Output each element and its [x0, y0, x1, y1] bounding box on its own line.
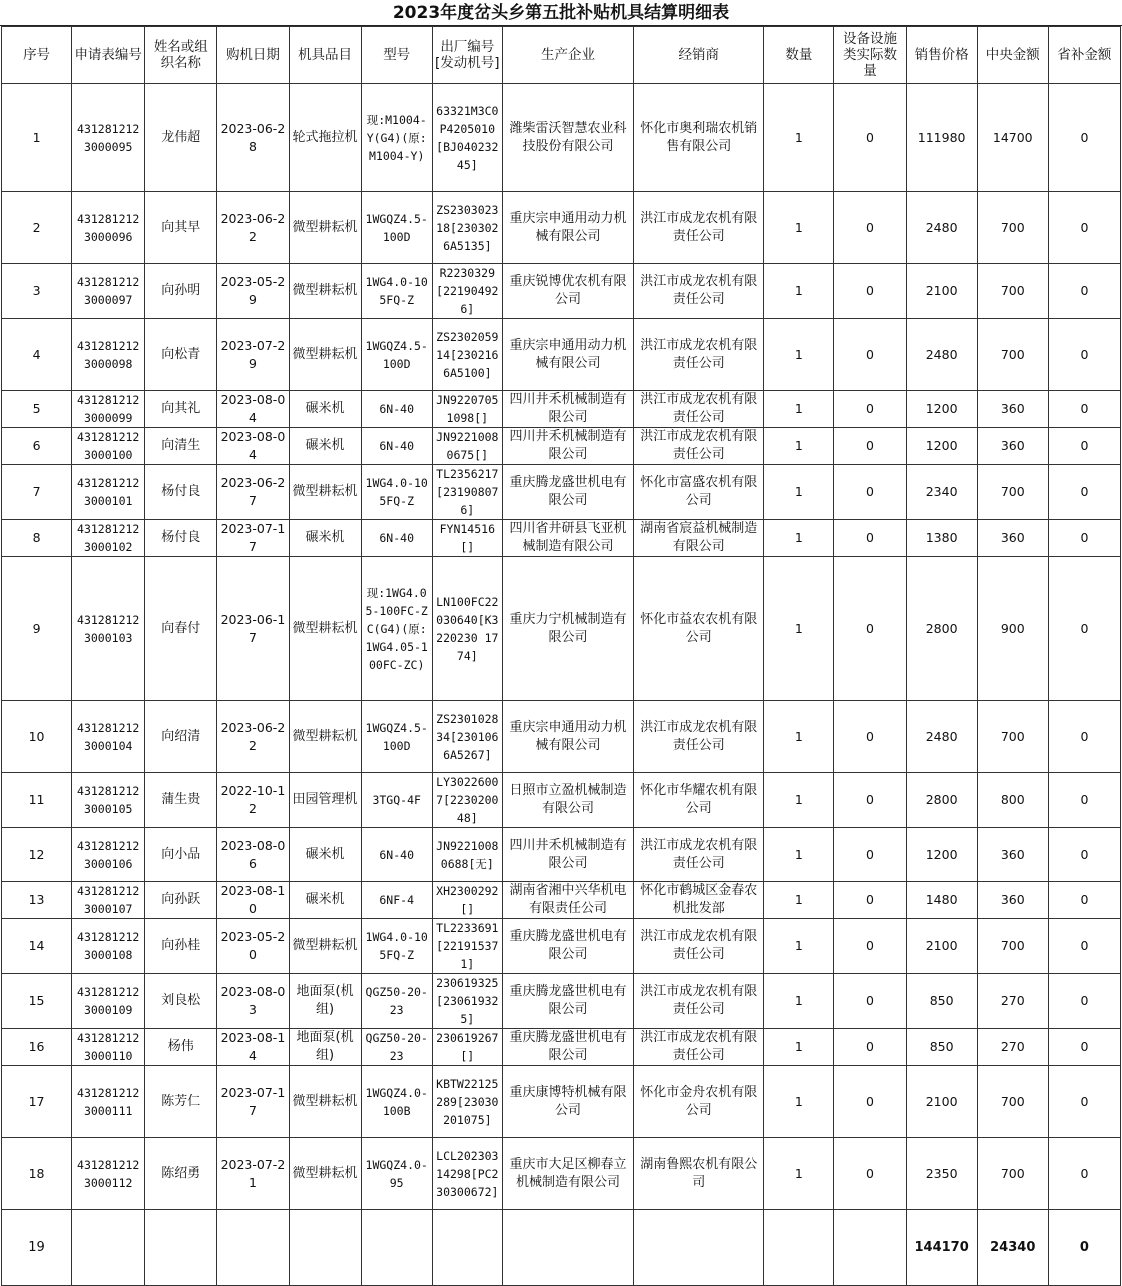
cell-serial: 230619267[] [432, 1029, 502, 1066]
cell-price: 2100 [906, 264, 977, 319]
header-serial: 出厂编号[发动机号] [432, 27, 502, 84]
cell-qty: 1 [764, 882, 834, 919]
cell-dealer: 湖南鲁熙农机有限公司 [634, 1138, 764, 1210]
table-row [2, 919, 1121, 974]
header-maker: 生产企业 [502, 27, 633, 84]
cell-serial: LY30226007[223020048] [432, 773, 502, 828]
cell-seq: 4 [2, 319, 72, 391]
cell-item: 田园管理机 [289, 773, 361, 828]
cell-serial: ZS230205914[2302166A5100] [432, 319, 502, 391]
table-row [2, 1138, 1121, 1210]
cell-central: 800 [977, 773, 1048, 828]
cell-province: 0 [1048, 773, 1120, 828]
table-row [2, 520, 1121, 557]
cell-facility: 0 [834, 1138, 906, 1210]
cell-price: 111980 [906, 84, 977, 192]
cell-serial: JN92210080688[无] [432, 828, 502, 882]
cell-central: 14700 [977, 84, 1048, 192]
cell-central: 700 [977, 701, 1048, 773]
cell-price: 850 [906, 1029, 977, 1066]
cell-appno: 4312812123000103 [72, 557, 145, 701]
cell-dealer: 怀化市华耀农机有限公司 [634, 773, 764, 828]
cell-province: 0 [1048, 428, 1120, 465]
cell-serial: FYN14516[] [432, 520, 502, 557]
cell-serial: ZS230102834[2301066A5267] [432, 701, 502, 773]
cell-seq: 6 [2, 428, 72, 465]
cell-seq: 18 [2, 1138, 72, 1210]
cell-date: 2023-06-17 [217, 557, 289, 701]
cell-dealer: 洪江市成龙农机有限责任公司 [634, 319, 764, 391]
page-title: 2023年度岔头乡第五批补贴机具结算明细表 [0, 0, 1122, 26]
header-appno: 申请表编号 [72, 27, 145, 84]
cell-facility: 0 [834, 192, 906, 264]
cell-serial: JN92207051098[] [432, 391, 502, 428]
cell-item: 微型耕耘机 [289, 701, 361, 773]
cell-item: 地面泵(机组) [289, 1029, 361, 1066]
cell-item: 碾米机 [289, 520, 361, 557]
cell-dealer: 洪江市成龙农机有限责任公司 [634, 828, 764, 882]
cell-model: QGZ50-20-23 [361, 1029, 432, 1066]
table-row [2, 192, 1121, 264]
cell-name: 杨伟 [145, 1029, 217, 1066]
cell-facility: 0 [834, 919, 906, 974]
cell-seq: 14 [2, 919, 72, 974]
total-central: 24340 [977, 1210, 1048, 1286]
cell-price: 2340 [906, 465, 977, 520]
cell-qty: 1 [764, 1029, 834, 1066]
cell-qty: 1 [764, 192, 834, 264]
cell-name: 杨付良 [145, 520, 217, 557]
table-row [2, 391, 1121, 428]
cell-date: 2023-08-14 [217, 1029, 289, 1066]
header-central: 中央金额 [977, 27, 1048, 84]
cell-appno: 4312812123000108 [72, 919, 145, 974]
cell-price: 1200 [906, 428, 977, 465]
cell-item: 轮式拖拉机 [289, 84, 361, 192]
cell-price: 2350 [906, 1138, 977, 1210]
cell-maker: 重庆宗申通用动力机械有限公司 [502, 192, 633, 264]
cell-item: 微型耕耘机 [289, 1138, 361, 1210]
cell-serial: R2230329[221904926] [432, 264, 502, 319]
cell-name: 向其礼 [145, 391, 217, 428]
cell-price: 1380 [906, 520, 977, 557]
table-row [2, 773, 1121, 828]
cell-maker: 湖南省湘中兴华机电有限责任公司 [502, 882, 633, 919]
cell-name: 陈芳仁 [145, 1066, 217, 1138]
total-price: 144170 [906, 1210, 977, 1286]
cell-qty: 1 [764, 84, 834, 192]
cell-model: 1WGQZ4.5-100D [361, 319, 432, 391]
cell-date: 2023-08-10 [217, 882, 289, 919]
cell-facility: 0 [834, 701, 906, 773]
table-row [2, 882, 1121, 919]
cell-serial: 230619325[230619325] [432, 974, 502, 1029]
cell-appno: 4312812123000110 [72, 1029, 145, 1066]
header-row [2, 27, 1121, 84]
cell-central: 360 [977, 428, 1048, 465]
cell-name: 龙伟超 [145, 84, 217, 192]
table-row [2, 557, 1121, 701]
cell-dealer: 怀化市奥利瑞农机销售有限公司 [634, 84, 764, 192]
cell-model: 6N-40 [361, 391, 432, 428]
cell-dealer: 怀化市益农农机有限公司 [634, 557, 764, 701]
cell-maker: 重庆腾龙盛世机电有限公司 [502, 919, 633, 974]
cell-central: 360 [977, 520, 1048, 557]
cell-model: 6N-40 [361, 520, 432, 557]
cell-item: 微型耕耘机 [289, 319, 361, 391]
cell-name: 向春付 [145, 557, 217, 701]
table-row [2, 1066, 1121, 1138]
cell-item: 碾米机 [289, 391, 361, 428]
cell-facility: 0 [834, 465, 906, 520]
cell-price: 1200 [906, 828, 977, 882]
cell-seq: 8 [2, 520, 72, 557]
cell-province: 0 [1048, 1066, 1120, 1138]
cell-appno: 4312812123000104 [72, 701, 145, 773]
cell-qty: 1 [764, 773, 834, 828]
cell-dealer: 怀化市鹤城区金春农机批发部 [634, 882, 764, 919]
cell-qty: 1 [764, 974, 834, 1029]
cell-seq: 15 [2, 974, 72, 1029]
cell-facility: 0 [834, 974, 906, 1029]
cell-appno: 4312812123000097 [72, 264, 145, 319]
cell-appno: 4312812123000101 [72, 465, 145, 520]
cell-maker: 四川井禾机械制造有限公司 [502, 391, 633, 428]
cell-province: 0 [1048, 701, 1120, 773]
cell-model: 1WGQZ4.5-100D [361, 192, 432, 264]
cell-date: 2023-07-29 [217, 319, 289, 391]
cell-seq: 3 [2, 264, 72, 319]
cell-appno: 4312812123000112 [72, 1138, 145, 1210]
cell-item: 微型耕耘机 [289, 264, 361, 319]
cell-appno: 4312812123000096 [72, 192, 145, 264]
cell-price: 2800 [906, 773, 977, 828]
cell-appno: 4312812123000100 [72, 428, 145, 465]
cell-price: 1480 [906, 882, 977, 919]
cell-seq: 7 [2, 465, 72, 520]
cell-price: 2100 [906, 1066, 977, 1138]
header-qty: 数量 [764, 27, 834, 84]
cell-dealer: 洪江市成龙农机有限责任公司 [634, 1029, 764, 1066]
cell-maker: 重庆锐博优农机有限公司 [502, 264, 633, 319]
cell-name: 向松青 [145, 319, 217, 391]
cell-serial: TL2356217[231908076] [432, 465, 502, 520]
header-price: 销售价格 [906, 27, 977, 84]
cell-date: 2023-06-27 [217, 465, 289, 520]
total-province: 0 [1048, 1210, 1120, 1286]
cell-date: 2023-06-28 [217, 84, 289, 192]
cell-facility: 0 [834, 882, 906, 919]
cell-appno: 4312812123000109 [72, 974, 145, 1029]
cell-province: 0 [1048, 828, 1120, 882]
cell-maker: 四川井禾机械制造有限公司 [502, 428, 633, 465]
cell-province: 0 [1048, 1029, 1120, 1066]
cell-province: 0 [1048, 882, 1120, 919]
cell-dealer: 洪江市成龙农机有限责任公司 [634, 391, 764, 428]
cell-maker: 重庆宗申通用动力机械有限公司 [502, 701, 633, 773]
cell-province: 0 [1048, 974, 1120, 1029]
cell-date: 2023-08-04 [217, 391, 289, 428]
header-province: 省补金额 [1048, 27, 1120, 84]
cell-model: 1WGQZ4.0-95 [361, 1138, 432, 1210]
table-row [2, 84, 1121, 192]
cell-central: 700 [977, 1138, 1048, 1210]
cell-appno: 4312812123000105 [72, 773, 145, 828]
cell-date: 2023-07-17 [217, 1066, 289, 1138]
cell-item: 碾米机 [289, 882, 361, 919]
cell-name: 向绍清 [145, 701, 217, 773]
cell-name: 向孙跃 [145, 882, 217, 919]
cell-central: 700 [977, 465, 1048, 520]
cell-serial: KBTW22125289[23030201075] [432, 1066, 502, 1138]
cell-date: 2023-05-20 [217, 919, 289, 974]
cell-central: 700 [977, 264, 1048, 319]
cell-serial: TL2233691[221915371] [432, 919, 502, 974]
cell-province: 0 [1048, 520, 1120, 557]
table-row [2, 1029, 1121, 1066]
cell-maker: 重庆腾龙盛世机电有限公司 [502, 1029, 633, 1066]
cell-province: 0 [1048, 1138, 1120, 1210]
cell-seq: 12 [2, 828, 72, 882]
cell-model: 1WG4.0-105FQ-Z [361, 919, 432, 974]
cell-facility: 0 [834, 428, 906, 465]
cell-appno: 4312812123000102 [72, 520, 145, 557]
cell-province: 0 [1048, 557, 1120, 701]
cell-item: 微型耕耘机 [289, 557, 361, 701]
table-row [2, 319, 1121, 391]
cell-qty: 1 [764, 919, 834, 974]
cell-qty: 1 [764, 391, 834, 428]
header-item: 机具品目 [289, 27, 361, 84]
cell-price: 2100 [906, 919, 977, 974]
cell-maker: 重庆宗申通用动力机械有限公司 [502, 319, 633, 391]
cell-central: 700 [977, 192, 1048, 264]
cell-qty: 1 [764, 557, 834, 701]
cell-maker: 重庆腾龙盛世机电有限公司 [502, 974, 633, 1029]
cell-price: 2480 [906, 192, 977, 264]
cell-name: 向其早 [145, 192, 217, 264]
cell-item: 微型耕耘机 [289, 465, 361, 520]
cell-province: 0 [1048, 919, 1120, 974]
cell-facility: 0 [834, 84, 906, 192]
cell-province: 0 [1048, 391, 1120, 428]
cell-seq: 5 [2, 391, 72, 428]
cell-qty: 1 [764, 701, 834, 773]
cell-dealer: 洪江市成龙农机有限责任公司 [634, 428, 764, 465]
cell-appno: 4312812123000107 [72, 882, 145, 919]
cell-facility: 0 [834, 557, 906, 701]
cell-central: 360 [977, 882, 1048, 919]
cell-appno: 4312812123000111 [72, 1066, 145, 1138]
cell-appno: 4312812123000095 [72, 84, 145, 192]
cell-dealer: 湖南省宸益机械制造有限公司 [634, 520, 764, 557]
cell-central: 270 [977, 1029, 1048, 1066]
cell-maker: 四川井禾机械制造有限公司 [502, 828, 633, 882]
cell-price: 2480 [906, 701, 977, 773]
cell-item: 微型耕耘机 [289, 1066, 361, 1138]
cell-qty: 1 [764, 465, 834, 520]
cell-price: 850 [906, 974, 977, 1029]
total-seq: 19 [2, 1210, 72, 1286]
cell-facility: 0 [834, 1029, 906, 1066]
header-name: 姓名或组织名称 [145, 27, 217, 84]
cell-seq: 2 [2, 192, 72, 264]
table-row [2, 465, 1121, 520]
cell-model: 1WG4.0-105FQ-Z [361, 465, 432, 520]
cell-price: 2480 [906, 319, 977, 391]
cell-model: 6NF-4 [361, 882, 432, 919]
cell-model: 1WG4.0-105FQ-Z [361, 264, 432, 319]
cell-central: 360 [977, 828, 1048, 882]
cell-facility: 0 [834, 828, 906, 882]
table-row [2, 974, 1121, 1029]
cell-date: 2023-07-17 [217, 520, 289, 557]
cell-seq: 16 [2, 1029, 72, 1066]
cell-facility: 0 [834, 264, 906, 319]
cell-date: 2023-06-22 [217, 192, 289, 264]
cell-qty: 1 [764, 1066, 834, 1138]
cell-name: 向清生 [145, 428, 217, 465]
cell-maker: 潍柴雷沃智慧农业科技股份有限公司 [502, 84, 633, 192]
cell-seq: 17 [2, 1066, 72, 1138]
cell-central: 360 [977, 391, 1048, 428]
cell-province: 0 [1048, 192, 1120, 264]
cell-seq: 10 [2, 701, 72, 773]
cell-central: 270 [977, 974, 1048, 1029]
cell-maker: 重庆市大足区柳春立机械制造有限公司 [502, 1138, 633, 1210]
cell-maker: 日照市立盈机械制造有限公司 [502, 773, 633, 828]
cell-central: 700 [977, 919, 1048, 974]
table-row [2, 428, 1121, 465]
cell-central: 700 [977, 1066, 1048, 1138]
cell-name: 向孙明 [145, 264, 217, 319]
cell-model: QGZ50-20-23 [361, 974, 432, 1029]
cell-name: 向孙桂 [145, 919, 217, 974]
cell-name: 向小品 [145, 828, 217, 882]
cell-name: 蒲生贵 [145, 773, 217, 828]
cell-dealer: 怀化市金舟农机有限公司 [634, 1066, 764, 1138]
cell-model: 3TGQ-4F [361, 773, 432, 828]
cell-maker: 重庆腾龙盛世机电有限公司 [502, 465, 633, 520]
cell-model: 1WGQZ4.0-100B [361, 1066, 432, 1138]
cell-qty: 1 [764, 520, 834, 557]
cell-maker: 重庆康博特机械有限公司 [502, 1066, 633, 1138]
cell-seq: 13 [2, 882, 72, 919]
cell-model: 现:M1004-Y(G4)(原:M1004-Y) [361, 84, 432, 192]
cell-central: 900 [977, 557, 1048, 701]
cell-date: 2022-10-12 [217, 773, 289, 828]
cell-name: 杨付良 [145, 465, 217, 520]
cell-dealer: 洪江市成龙农机有限责任公司 [634, 264, 764, 319]
cell-price: 1200 [906, 391, 977, 428]
cell-item: 微型耕耘机 [289, 192, 361, 264]
subsidy-table [1, 26, 1121, 1286]
cell-seq: 11 [2, 773, 72, 828]
cell-model: 现:1WG4.05-100FC-ZC(G4)(原:1WG4.05-100FC-ZC) [361, 557, 432, 701]
total-row [2, 1210, 1121, 1286]
cell-dealer: 洪江市成龙农机有限责任公司 [634, 974, 764, 1029]
cell-province: 0 [1048, 264, 1120, 319]
cell-date: 2023-08-03 [217, 974, 289, 1029]
cell-qty: 1 [764, 264, 834, 319]
cell-central: 700 [977, 319, 1048, 391]
cell-facility: 0 [834, 319, 906, 391]
cell-model: 1WGQZ4.5-100D [361, 701, 432, 773]
cell-date: 2023-08-06 [217, 828, 289, 882]
cell-name: 刘良松 [145, 974, 217, 1029]
table-row [2, 264, 1121, 319]
cell-maker: 四川省井研县飞亚机械制造有限公司 [502, 520, 633, 557]
cell-name: 陈绍勇 [145, 1138, 217, 1210]
cell-item: 碾米机 [289, 828, 361, 882]
table-row [2, 701, 1121, 773]
header-date: 购机日期 [217, 27, 289, 84]
cell-date: 2023-08-04 [217, 428, 289, 465]
cell-serial: LCL20230314298[PC230300672] [432, 1138, 502, 1210]
cell-date: 2023-07-21 [217, 1138, 289, 1210]
cell-serial: LN100FC22030640[K3220230 1774] [432, 557, 502, 701]
cell-appno: 4312812123000098 [72, 319, 145, 391]
cell-province: 0 [1048, 465, 1120, 520]
cell-facility: 0 [834, 391, 906, 428]
cell-model: 6N-40 [361, 828, 432, 882]
cell-qty: 1 [764, 428, 834, 465]
cell-qty: 1 [764, 828, 834, 882]
header-model: 型号 [361, 27, 432, 84]
cell-seq: 9 [2, 557, 72, 701]
cell-serial: JN92210080675[] [432, 428, 502, 465]
cell-dealer: 洪江市成龙农机有限责任公司 [634, 701, 764, 773]
cell-province: 0 [1048, 319, 1120, 391]
cell-qty: 1 [764, 319, 834, 391]
cell-appno: 4312812123000106 [72, 828, 145, 882]
cell-seq: 1 [2, 84, 72, 192]
cell-serial: XH2300292[] [432, 882, 502, 919]
cell-serial: 63321M3C0P4205010[BJ04023245] [432, 84, 502, 192]
cell-serial: ZS230302318[2303026A5135] [432, 192, 502, 264]
cell-facility: 0 [834, 1066, 906, 1138]
cell-qty: 1 [764, 1138, 834, 1210]
header-facility: 设备设施类实际数量 [834, 27, 906, 84]
cell-dealer: 怀化市富盛农机有限公司 [634, 465, 764, 520]
cell-model: 6N-40 [361, 428, 432, 465]
cell-facility: 0 [834, 773, 906, 828]
cell-item: 碾米机 [289, 428, 361, 465]
cell-facility: 0 [834, 520, 906, 557]
cell-dealer: 洪江市成龙农机有限责任公司 [634, 192, 764, 264]
header-dealer: 经销商 [634, 27, 764, 84]
header-seq: 序号 [2, 27, 72, 84]
cell-price: 2800 [906, 557, 977, 701]
cell-item: 微型耕耘机 [289, 919, 361, 974]
cell-appno: 4312812123000099 [72, 391, 145, 428]
cell-item: 地面泵(机组) [289, 974, 361, 1029]
cell-date: 2023-06-22 [217, 701, 289, 773]
cell-province: 0 [1048, 84, 1120, 192]
cell-maker: 重庆力宁机械制造有限公司 [502, 557, 633, 701]
cell-dealer: 洪江市成龙农机有限责任公司 [634, 919, 764, 974]
table-row [2, 828, 1121, 882]
cell-date: 2023-05-29 [217, 264, 289, 319]
